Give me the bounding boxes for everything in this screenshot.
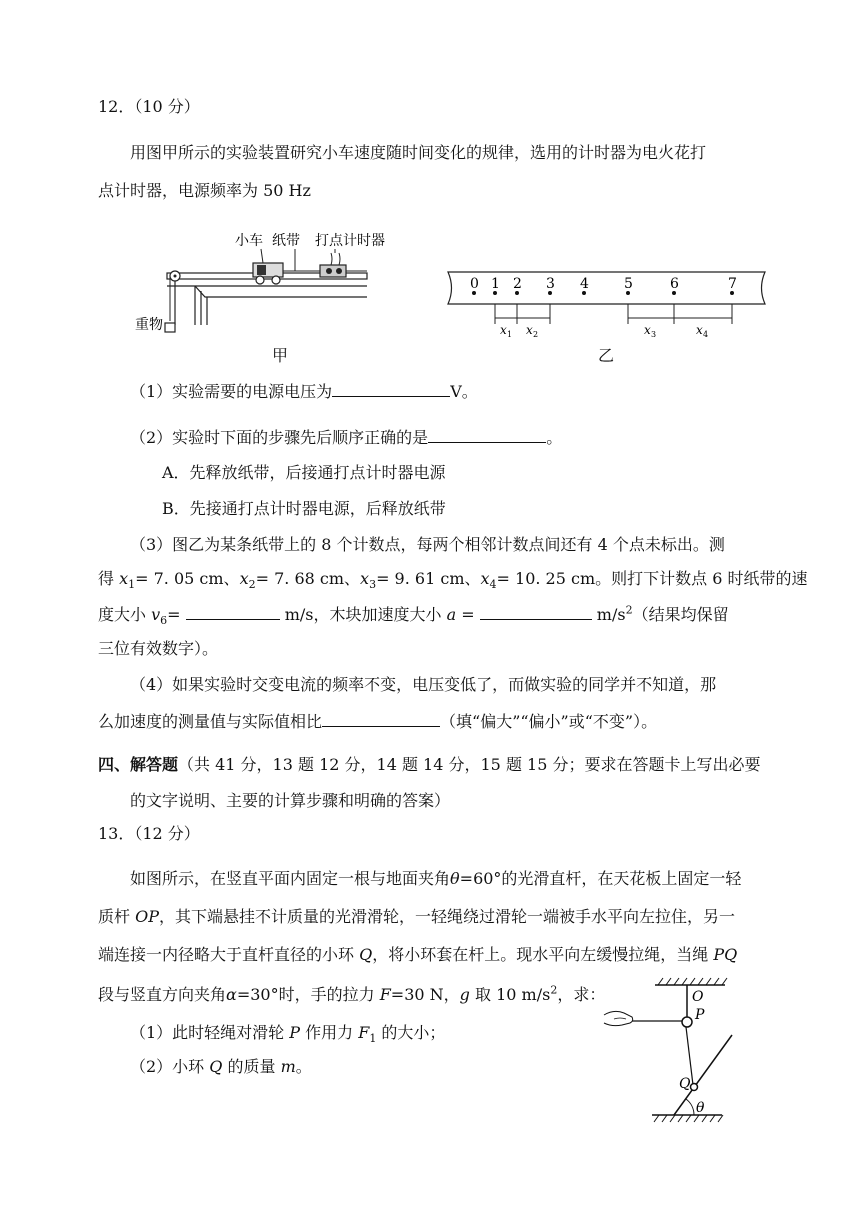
x1-sym: x <box>119 569 129 588</box>
x1-subscript: 1 <box>128 578 136 592</box>
x1-label: x <box>500 323 507 337</box>
text: 取 10 m/s <box>469 985 551 1004</box>
q12-option-a: A．先释放纸带，后接通打点计时器电源 <box>162 463 446 482</box>
q12-part2-text: （2）实验时下面的步骤先后顺序正确的是 <box>130 428 429 447</box>
x2-sym: x <box>239 569 249 588</box>
x2-sub: 2 <box>533 330 539 339</box>
q12-part2-blank[interactable] <box>428 426 546 443</box>
text: 质杆 <box>98 907 136 926</box>
figure-yi-tape <box>438 268 773 340</box>
text: ，将小环套在杆上。现水平向左缓慢拉绳，当绳 <box>372 945 714 964</box>
f-sym: F <box>379 985 391 1004</box>
q13-number: 13．（12 分） <box>98 824 200 843</box>
op-sym: OP <box>135 907 159 926</box>
x2-value: = 7. 68 cm、 <box>255 569 361 588</box>
text: =60°的光滑直杆，在天花板上固定一轻 <box>459 869 742 888</box>
q12-part4-line1: （4）如果实验时交变电流的频率不变，电压变低了，而做实验的同学并不知道，那 <box>130 675 717 694</box>
section4-title: 四、解答题 <box>98 755 179 774</box>
text: （结果均保留 <box>632 605 729 624</box>
q13-sub1 <box>130 1022 445 1044</box>
q12-part1-blank[interactable] <box>332 380 450 397</box>
m-sym: m <box>280 1057 296 1076</box>
tape-num-3: 3 <box>546 276 555 292</box>
tape-num-4: 4 <box>580 276 589 292</box>
text: 度大小 <box>98 605 152 624</box>
car-label: 小车 <box>235 233 263 249</box>
x2-subscript: 2 <box>248 578 256 592</box>
q12-part3-line4: 三位有效数字）。 <box>98 639 219 658</box>
tape-num-2: 2 <box>513 276 522 292</box>
theta-sym: θ <box>450 869 460 888</box>
tape-num-5: 5 <box>624 276 633 292</box>
tape-num-1: 1 <box>491 276 500 292</box>
text: =30°时，手的拉力 <box>236 985 380 1004</box>
q12-part4-line2 <box>98 710 657 733</box>
tape-num-6: 6 <box>670 276 679 292</box>
q13-line2 <box>98 906 735 928</box>
x2-label: x <box>526 323 533 337</box>
q12-part1 <box>130 380 478 403</box>
q12-part1-text: （1）实验需要的电源电压为 <box>130 382 333 401</box>
figure-jia-apparatus <box>135 225 385 365</box>
x3-value: = 9. 61 cm、 <box>376 569 481 588</box>
f-sym: F <box>358 1023 370 1042</box>
text: 。 <box>295 1057 312 1076</box>
q13-sub2 <box>130 1056 312 1078</box>
q13-line1 <box>130 868 741 890</box>
q12-intro-line2: 点计时器，电源频率为 50 Hz <box>98 181 311 200</box>
x4-sym: x <box>480 569 490 588</box>
q13-pulley-figure <box>600 975 750 1130</box>
x3-label: x <box>644 323 651 337</box>
q12-number: 12．（10 分） <box>98 97 200 116</box>
section4-heading <box>98 754 760 776</box>
text: 的大小； <box>376 1023 446 1042</box>
q-sym: Q <box>359 945 373 964</box>
figure-jia-label: 甲 <box>272 346 289 365</box>
label-Q: Q <box>679 1076 691 1092</box>
timer-label: 打点计时器 <box>315 233 385 249</box>
text: =30 N， <box>390 985 460 1004</box>
unit-superscript: 2 <box>625 603 633 617</box>
unit: m/s <box>591 605 626 624</box>
q12-part2 <box>130 426 562 449</box>
f1-subscript: 1 <box>369 1032 377 1046</box>
x3-sym: x <box>360 569 370 588</box>
v-subscript: 6 <box>160 614 168 628</box>
label-P: P <box>695 1007 705 1023</box>
text: 段与竖直方向夹角 <box>98 985 227 1004</box>
q12-part1-unit: V。 <box>450 382 478 401</box>
x1-sub: 1 <box>507 330 513 339</box>
text: = <box>167 605 186 624</box>
section4-desc2: 的文字说明、主要的计算步骤和明确的答案） <box>130 791 451 810</box>
text: ，其下端悬挂不计质量的光滑滑轮，一轻绳绕过滑轮一端被手水平向左拉住，另一 <box>158 907 735 926</box>
v-sym: v <box>151 605 161 624</box>
text: （1）此时轻绳对滑轮 <box>130 1023 290 1042</box>
x4-value: = 10. 25 cm。则打下计数点 6 时纸带的速 <box>496 569 808 588</box>
text: 得 <box>98 569 120 588</box>
section4-desc1: （共 41 分，13 题 12 分，14 题 14 分，15 题 15 分；要求在答题卡上写出必要 <box>178 755 761 774</box>
p-sym: P <box>289 1023 301 1042</box>
text: （填“偏大”“偏小”或“不变”）。 <box>440 712 658 731</box>
q12-part3-line2 <box>98 568 808 590</box>
alpha-sym: α <box>226 985 237 1004</box>
text: 么加速度的测量值与实际值相比 <box>98 712 323 731</box>
a-sym: a <box>446 605 457 624</box>
text: 的质量 <box>222 1057 281 1076</box>
x4-label: x <box>696 323 703 337</box>
q-sym: Q <box>209 1057 223 1076</box>
q13-line3 <box>98 944 737 966</box>
q12-part3-line3 <box>98 603 729 626</box>
text: ，求： <box>557 985 606 1004</box>
x4-sub: 4 <box>703 330 709 339</box>
q12-part4-blank[interactable] <box>322 710 440 727</box>
q12-part2-end: 。 <box>546 428 563 447</box>
acceleration-blank[interactable] <box>480 603 592 620</box>
x1-value: = 7. 05 cm、 <box>135 569 240 588</box>
text: 如图所示，在竖直平面内固定一根与地面夹角 <box>130 869 451 888</box>
velocity-blank[interactable] <box>186 603 280 620</box>
text: m/s，木块加速度大小 <box>279 605 447 624</box>
q12-intro-line1: 用图甲所示的实验装置研究小车速度随时间变化的规律，选用的计时器为电火花打 <box>130 143 707 162</box>
g-sym: g <box>459 985 470 1004</box>
pq-sym: PQ <box>713 945 738 964</box>
tape-num-0: 0 <box>470 276 479 292</box>
text: = <box>456 605 480 624</box>
text: 作用力 <box>300 1023 359 1042</box>
unit-superscript: 2 <box>550 983 558 997</box>
x3-sub: 3 <box>651 330 657 339</box>
label-O: O <box>692 989 704 1005</box>
q12-option-b: B．先接通打点计时器电源，后释放纸带 <box>162 499 446 518</box>
q13-line4 <box>98 984 605 1006</box>
x3-subscript: 3 <box>369 578 377 592</box>
x4-subscript: 4 <box>489 578 497 592</box>
q12-part3-line1: （3）图乙为某条纸带上的 8 个计数点，每两个相邻计数点间还有 4 个点未标出。测 <box>130 535 725 554</box>
text: 端连接一内径略大于直杆直径的小环 <box>98 945 360 964</box>
figure-yi-label: 乙 <box>598 346 615 365</box>
label-theta: θ <box>696 1100 705 1116</box>
tape-label: 纸带 <box>272 233 300 249</box>
weight-label: 重物 <box>135 317 163 333</box>
tape-num-7: 7 <box>728 276 737 292</box>
text: （2）小环 <box>130 1057 210 1076</box>
